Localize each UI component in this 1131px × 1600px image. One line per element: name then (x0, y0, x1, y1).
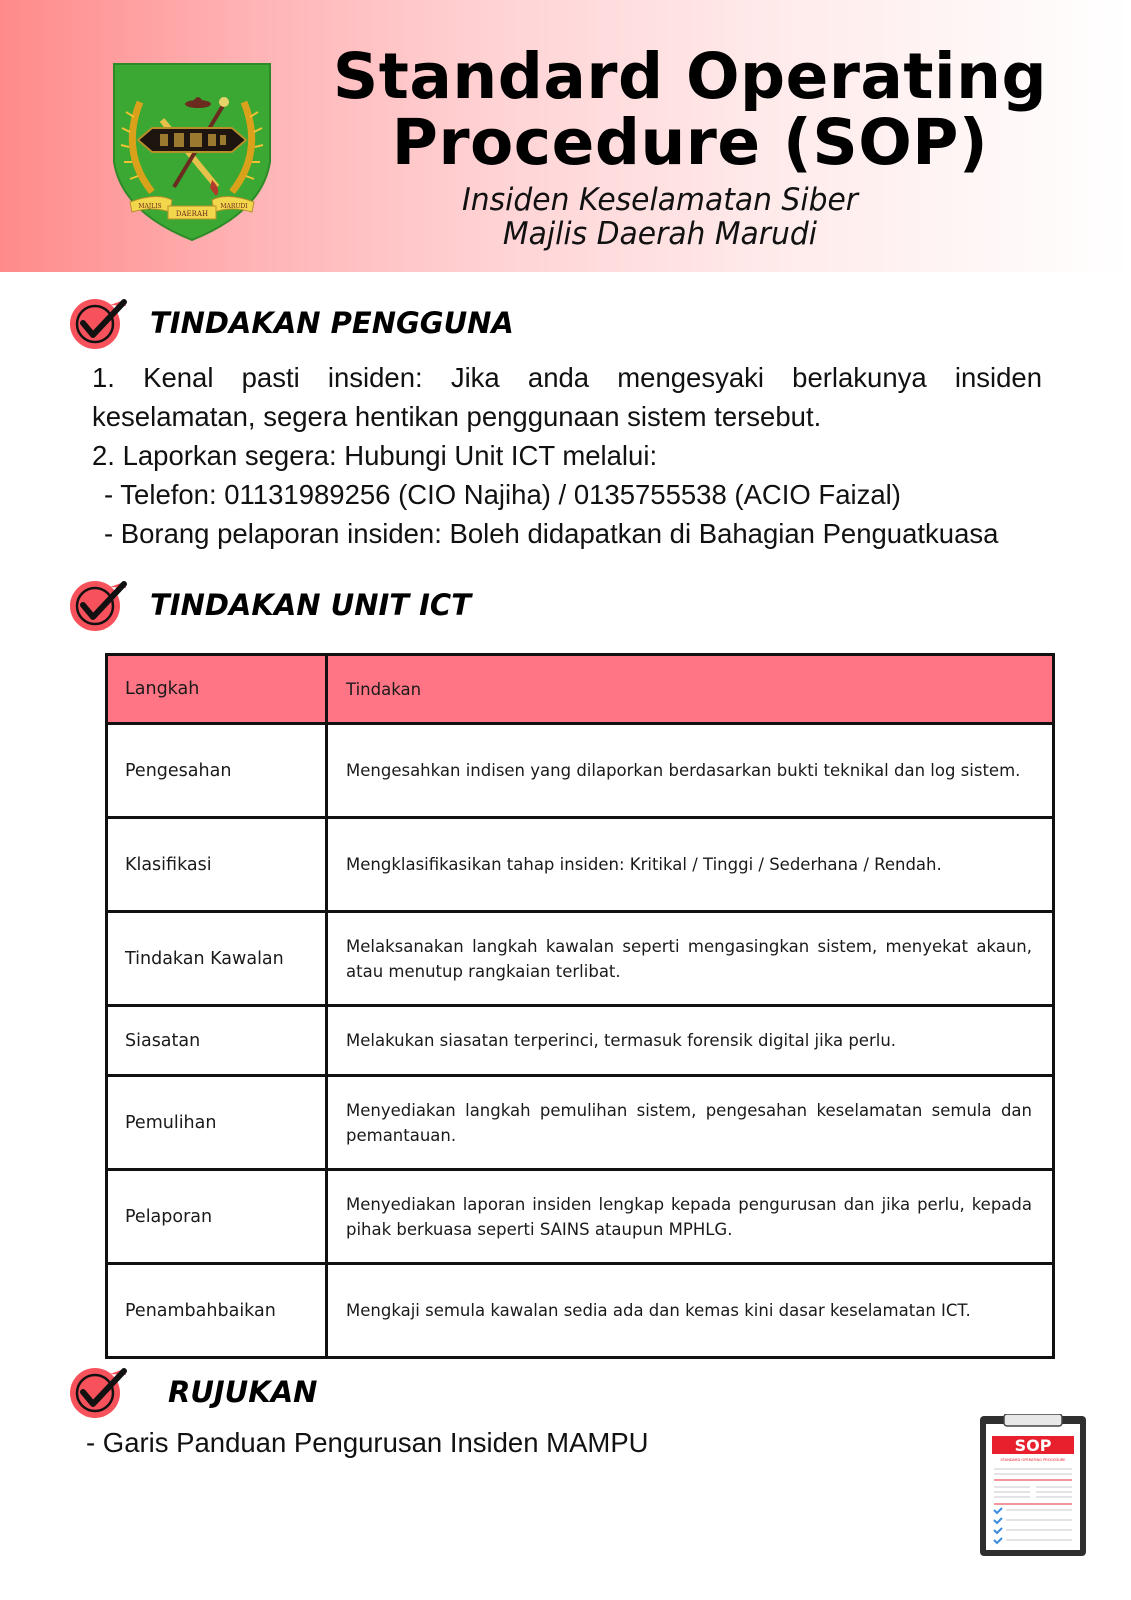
subtitle-line-1: Insiden Keselamatan Siber (461, 182, 859, 218)
check-circle-icon (68, 295, 130, 351)
action-cell: Mengesahkan indisen yang dilaporkan berdasarkan bukti teknikal dan log sistem. (327, 724, 1054, 818)
step-cell: Klasifikasi (107, 818, 327, 912)
svg-text:DAERAH: DAERAH (175, 210, 209, 218)
user-action-phone: - Telefon: 01131989256 (CIO Najiha) / 0135755538 (ACIO Faizal) (104, 479, 901, 510)
table-row (107, 1006, 1054, 1076)
crest-icon (112, 62, 272, 242)
user-action-form: - Borang pelaporan insiden: Boleh didapatkan di Bahagian Penguatkuasa (104, 518, 999, 549)
step-cell: Pemulihan (107, 1076, 327, 1170)
table-row (107, 724, 1054, 818)
step-cell: Pengesahan (107, 724, 327, 818)
column-header-action: Tindakan (327, 655, 1054, 724)
column-header-step: Langkah (107, 655, 327, 724)
svg-text:MAJLIS: MAJLIS (138, 203, 162, 210)
sop-clipboard-icon (980, 1414, 1086, 1556)
step-cell: Pelaporan (107, 1170, 327, 1264)
check-circle-icon (68, 577, 130, 633)
table-row (107, 912, 1054, 1006)
page-title (290, 40, 1090, 179)
table-header-row (107, 655, 1054, 724)
table-row (107, 818, 1054, 912)
title-line-1: Standard Operating (332, 40, 1048, 113)
action-cell: Mengkaji semula kawalan sedia ada dan kemas kini dasar keselamatan ICT. (327, 1264, 1054, 1358)
section-title-reference: RUJUKAN (168, 1375, 318, 1409)
page-subtitle (353, 183, 967, 251)
step-cell: Penambahbaikan (107, 1264, 327, 1358)
svg-text:SOP: SOP (1014, 1436, 1052, 1455)
subtitle-line-2: Majlis Daerah Marudi (502, 216, 818, 252)
table-row (107, 1170, 1054, 1264)
section-header-user (68, 293, 514, 353)
reference-item: - Garis Panduan Pengurusan Insiden MAMPU (86, 1427, 649, 1458)
action-cell: Melaksanakan langkah kawalan seperti mengasingkan sistem, menyekat akaun, atau menutup rangkaian terlibat. (327, 912, 1054, 1006)
action-cell: Melakukan siasatan terperinci, termasuk forensik digital jika perlu. (327, 1006, 1054, 1076)
action-cell: Menyediakan laporan insiden lengkap kepada pengurusan dan jika perlu, kepada pihak berkuasa seperti SAINS ataupun MPHLG. (327, 1170, 1054, 1264)
step-cell: Tindakan Kawalan (107, 912, 327, 1006)
ict-actions-table (105, 653, 1055, 1359)
step-cell: Siasatan (107, 1006, 327, 1076)
section-title-user: TINDAKAN PENGGUNA (150, 306, 514, 340)
user-action-1: 1. Kenal pasti insiden: Jika anda mengesyaki berlakunya insiden keselamatan, segera hentikan penggunaan sistem tersebut. (92, 362, 1042, 432)
svg-text:STANDARD OPERATING PROCEDURE: STANDARD OPERATING PROCEDURE (1000, 1458, 1066, 1462)
user-action-2: 2. Laporkan segera: Hubungi Unit ICT melalui: (92, 440, 658, 471)
table-row (107, 1264, 1054, 1358)
svg-text:MARUDI: MARUDI (220, 203, 248, 210)
section-title-ict: TINDAKAN UNIT ICT (150, 588, 471, 622)
check-circle-icon (68, 1364, 130, 1420)
title-line-2: Procedure (SOP) (391, 106, 989, 179)
section-header-ict (68, 575, 471, 635)
section-header-reference (68, 1362, 317, 1422)
action-cell: Mengklasifikasikan tahap insiden: Kritikal / Tinggi / Sederhana / Rendah. (327, 818, 1054, 912)
user-actions-list (92, 358, 1042, 553)
header-banner (0, 0, 1131, 272)
table-row (107, 1076, 1054, 1170)
action-cell: Menyediakan langkah pemulihan sistem, pengesahan keselamatan semula dan pemantauan. (327, 1076, 1054, 1170)
